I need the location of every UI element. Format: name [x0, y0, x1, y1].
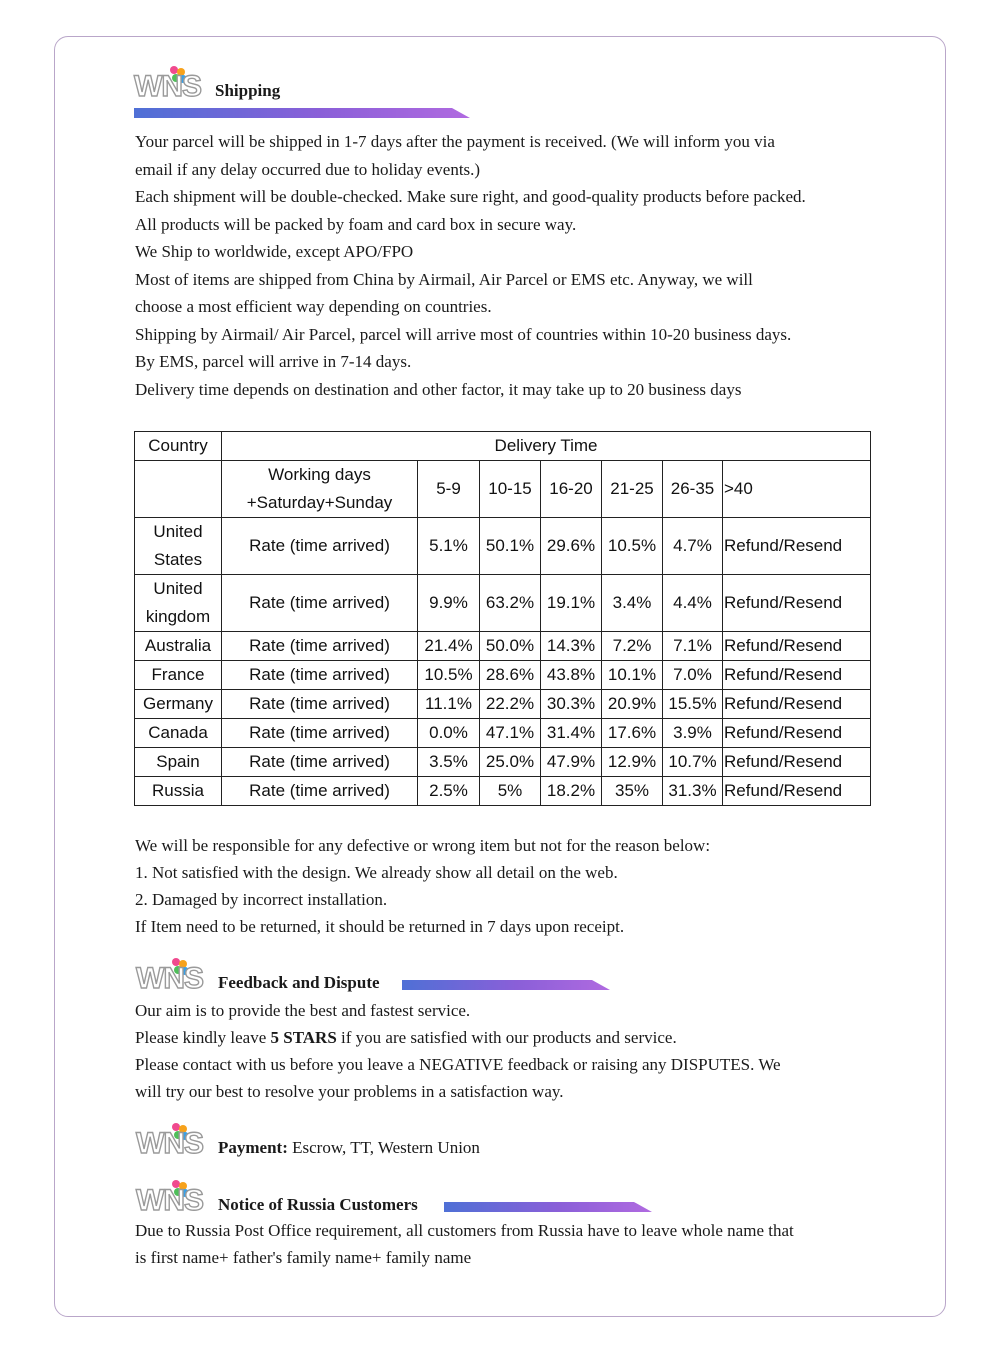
working-days-header	[222, 461, 418, 518]
russia-title-bar	[444, 1202, 652, 1212]
shipping-line: By EMS, parcel will arrive in 7-14 days.	[135, 352, 412, 371]
wns-logo	[136, 1123, 216, 1163]
shipping-line: choose a most efficient way depending on countries.	[135, 297, 492, 316]
shipping-title: Shipping	[215, 81, 281, 100]
rate-value: 31.3%	[663, 777, 723, 806]
country-line: States	[153, 550, 203, 569]
rate-value: 63.2%	[480, 575, 541, 632]
rate-value: 18.2%	[541, 777, 602, 806]
rate-label: Rate (time arrived)	[222, 661, 418, 690]
rate-label: Rate (time arrived)	[222, 748, 418, 777]
rate-value: 47.9%	[541, 748, 602, 777]
table-row	[135, 575, 871, 632]
working-days-line: Working days	[268, 465, 371, 484]
rate-value: 43.8%	[541, 661, 602, 690]
rate-value: 35%	[602, 777, 663, 806]
russia-line: Due to Russia Post Office requirement, all customers from Russia have to leave whole name that	[135, 1221, 794, 1240]
feedback-title: Feedback and Dispute	[218, 973, 380, 992]
rate-value: 2.5%	[418, 777, 480, 806]
feedback-line: Please contact with us before you leave a NEGATIVE feedback or raising any DISPUTES. We	[135, 1055, 781, 1074]
rate-value: 50.1%	[480, 518, 541, 575]
logo-text: WNS	[136, 962, 203, 995]
range-header: 21-25	[602, 461, 663, 518]
shipping-text	[135, 128, 875, 403]
feedback-line: Our aim is to provide the best and fastest service.	[135, 1001, 471, 1020]
feedback-line	[135, 1024, 875, 1051]
country-cell: Spain	[135, 748, 222, 777]
range-header: 26-35	[663, 461, 723, 518]
range-header: 5-9	[418, 461, 480, 518]
rate-value: 21.4%	[418, 632, 480, 661]
logo-text: WNS	[134, 70, 201, 103]
shipping-line: Your parcel will be shipped in 1-7 days after the payment is received. (We will inform you via	[135, 132, 775, 151]
rate-value: 11.1%	[418, 690, 480, 719]
country-cell	[135, 575, 222, 632]
rate-value: 28.6%	[480, 661, 541, 690]
rate-label: Rate (time arrived)	[222, 632, 418, 661]
table-row	[135, 632, 871, 661]
russia-line: is first name+ father's family name+ family name	[135, 1248, 472, 1267]
shipping-line: Shipping by Airmail/ Air Parcel, parcel will arrive most of countries within 10-20 business days.	[135, 324, 792, 344]
table-row	[135, 661, 871, 690]
rate-value: 5.1%	[418, 518, 480, 575]
russia-title: Notice of Russia Customers	[218, 1195, 418, 1214]
rate-value: 9.9%	[418, 575, 480, 632]
rate-value: 20.9%	[602, 690, 663, 719]
rate-value: 4.7%	[663, 518, 723, 575]
rate-value: 50.0%	[480, 632, 541, 661]
returns-line: If Item need to be returned, it should be returned in 7 days upon receipt.	[135, 917, 625, 936]
rate-value: 7.2%	[602, 632, 663, 661]
rate-value: Refund/Resend	[723, 632, 871, 661]
table-row	[135, 690, 871, 719]
country-line: United	[153, 579, 203, 598]
delivery-time-header: Delivery Time	[222, 432, 871, 461]
rate-value: 7.1%	[663, 632, 723, 661]
shipping-line: Most of items are shipped from China by Airmail, Air Parcel or EMS etc. Anyway, we will	[135, 269, 753, 289]
feedback-text-part: Please kindly leave	[135, 1028, 271, 1047]
country-cell: France	[135, 661, 222, 690]
rate-value: 10.1%	[602, 661, 663, 690]
rate-value: 29.6%	[541, 518, 602, 575]
rate-label: Rate (time arrived)	[222, 575, 418, 632]
rate-value: Refund/Resend	[723, 690, 871, 719]
rate-value: 22.2%	[480, 690, 541, 719]
payment-title: Payment:	[218, 1138, 288, 1157]
rate-value: 14.3%	[541, 632, 602, 661]
rate-label: Rate (time arrived)	[222, 518, 418, 575]
delivery-time-table	[134, 431, 871, 806]
rate-value: Refund/Resend	[723, 719, 871, 748]
country-cell: Germany	[135, 690, 222, 719]
feedback-text	[135, 997, 875, 1105]
feedback-text-part: if you are satisfied with our products and service.	[336, 1028, 677, 1047]
rate-value: 19.1%	[541, 575, 602, 632]
country-cell: Australia	[135, 632, 222, 661]
rate-value: 0.0%	[418, 719, 480, 748]
rate-value: 10.5%	[602, 518, 663, 575]
shipping-line: email if any delay occurred due to holiday events.)	[135, 159, 481, 179]
range-header: 10-15	[480, 461, 541, 518]
range-header: >40	[723, 461, 871, 518]
rate-value: 10.7%	[663, 748, 723, 777]
shipping-title-bar	[134, 108, 470, 118]
rate-value: 3.4%	[602, 575, 663, 632]
rate-value: 47.1%	[480, 719, 541, 748]
country-line: United	[153, 522, 203, 541]
wns-logo	[136, 958, 216, 998]
logo-text: WNS	[136, 1127, 203, 1160]
country-cell: Russia	[135, 777, 222, 806]
feedback-title-bar	[402, 980, 610, 990]
returns-line: 2. Damaged by incorrect installation.	[135, 890, 388, 909]
working-days-line: +Saturday+Sunday	[246, 493, 393, 512]
shipping-line: Each shipment will be double-checked. Make sure right, and good-quality products before packed.	[135, 187, 806, 206]
rate-value: Refund/Resend	[723, 748, 871, 777]
logo-text: WNS	[136, 1184, 203, 1217]
rate-value: 30.3%	[541, 690, 602, 719]
rate-value: 3.9%	[663, 719, 723, 748]
country-line: kingdom	[145, 607, 211, 626]
payment-section	[218, 1138, 480, 1158]
rate-value: Refund/Resend	[723, 661, 871, 690]
table-row	[135, 748, 871, 777]
rate-value: 7.0%	[663, 661, 723, 690]
country-cell: Canada	[135, 719, 222, 748]
empty-cell	[135, 461, 222, 518]
shipping-line: All products will be packed by foam and card box in secure way.	[135, 214, 577, 234]
wns-logo	[134, 66, 214, 106]
returns-line: 1. Not satisfied with the design. We already show all detail on the web.	[135, 863, 618, 882]
payment-methods: Escrow, TT, Western Union	[287, 1138, 480, 1157]
country-cell	[135, 518, 222, 575]
rate-value: 12.9%	[602, 748, 663, 777]
shipping-line: Delivery time depends on destination and other factor, it may take up to 20 business days	[135, 379, 742, 399]
russia-text	[135, 1217, 875, 1271]
rate-value: 5%	[480, 777, 541, 806]
rate-value: 31.4%	[541, 719, 602, 748]
rate-label: Rate (time arrived)	[222, 719, 418, 748]
rate-value: Refund/Resend	[723, 518, 871, 575]
table-row	[135, 518, 871, 575]
rate-value: 4.4%	[663, 575, 723, 632]
rate-label: Rate (time arrived)	[222, 690, 418, 719]
table-row	[135, 777, 871, 806]
rate-value: 3.5%	[418, 748, 480, 777]
returns-line: We will be responsible for any defective or wrong item but not for the reason below:	[135, 836, 711, 855]
rate-value: 25.0%	[480, 748, 541, 777]
wns-logo	[136, 1180, 216, 1220]
range-header: 16-20	[541, 461, 602, 518]
table-row	[135, 719, 871, 748]
rate-value: 17.6%	[602, 719, 663, 748]
feedback-line: will try our best to resolve your problems in a satisfaction way.	[135, 1082, 564, 1101]
rate-value: 15.5%	[663, 690, 723, 719]
country-header: Country	[135, 432, 222, 461]
shipping-line: We Ship to worldwide, except APO/FPO	[135, 242, 414, 261]
rate-value: Refund/Resend	[723, 777, 871, 806]
five-stars-text: 5 STARS	[270, 1028, 337, 1047]
returns-text	[135, 832, 875, 940]
rate-value: Refund/Resend	[723, 575, 871, 632]
rate-label: Rate (time arrived)	[222, 777, 418, 806]
rate-value: 10.5%	[418, 661, 480, 690]
